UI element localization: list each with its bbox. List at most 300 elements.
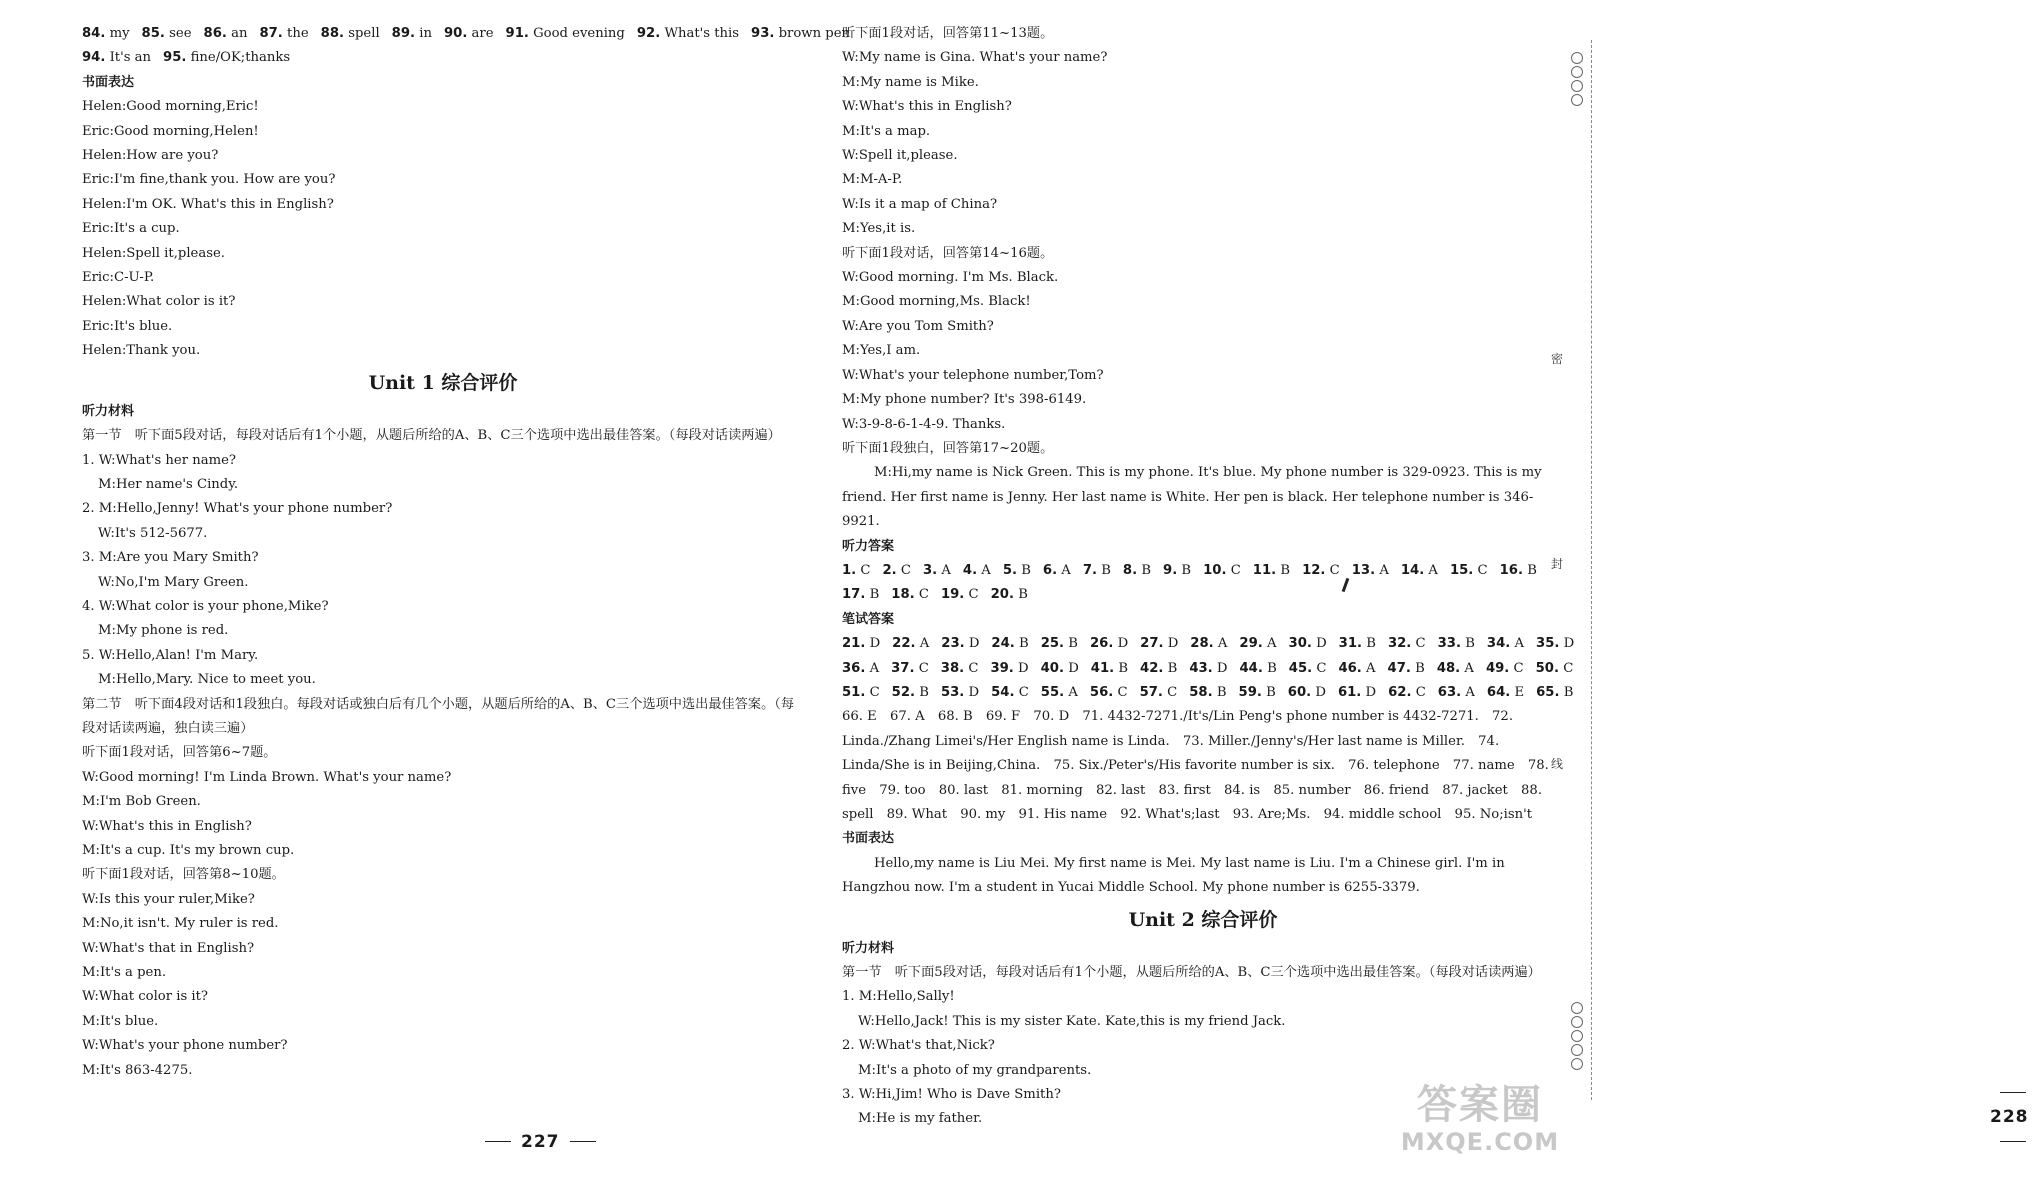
answer-value: D	[1563, 636, 1575, 652]
answer-value: C	[968, 587, 979, 603]
dialogue-line: M:It's a photo of my grandparents.	[858, 1062, 1092, 1078]
text-line: W:Good morning. I'm Ms. Black.	[842, 270, 1059, 286]
dialogue-line: M:My phone is red.	[98, 623, 229, 639]
binding-char: 密	[1550, 352, 1563, 366]
binding-hole-icon	[1571, 80, 1583, 92]
answer-value: B	[1141, 562, 1152, 578]
answer-item	[1041, 657, 1079, 681]
answer-value: A	[1217, 636, 1228, 652]
answer-number: 93.	[751, 26, 775, 41]
text-line: M:It's a pen.	[82, 965, 167, 981]
answer-value: B	[1068, 636, 1078, 652]
answer-value: D	[968, 636, 980, 652]
answer-number: 19.	[940, 587, 965, 603]
answer-number: 10.	[1203, 562, 1227, 578]
text-line: M:Yes,it is.	[842, 221, 916, 237]
answer-number: 45.	[1288, 660, 1313, 676]
dialogue-line: M:Hello,Mary. Nice to meet you.	[98, 672, 316, 688]
answer-number: 24.	[991, 636, 1015, 652]
watermark-title: 答案圈	[1417, 1082, 1543, 1128]
text-line: W:My name is Gina. What's your name?	[842, 50, 1108, 66]
text-line: W:3-9-8-6-1-4-9. Thanks.	[842, 416, 1006, 432]
answer-item	[1239, 632, 1276, 656]
answer-item	[991, 583, 1028, 607]
answer-item	[1302, 559, 1340, 583]
answer-number: 8.	[1122, 562, 1138, 578]
left-page-content	[82, 22, 851, 1083]
answer-item	[1140, 657, 1177, 681]
binding-char: 封	[1550, 557, 1563, 571]
answer-row	[842, 681, 1574, 705]
answer-number: 54.	[991, 684, 1015, 700]
answer-number: 12.	[1302, 562, 1326, 578]
answer-value: B	[1181, 562, 1192, 578]
answer-item	[1203, 559, 1241, 583]
answer-number: 9.	[1163, 562, 1178, 578]
answer-value: C	[1117, 684, 1128, 700]
text-line: Helen:How are you?	[82, 148, 219, 164]
answer-number: 86.	[203, 26, 227, 41]
answer-number: 51.	[842, 684, 866, 700]
answer-value: spell	[348, 26, 380, 41]
text-line: Eric:It's blue.	[82, 318, 173, 334]
answer-number: 53.	[940, 684, 965, 700]
answer-value: C	[1167, 684, 1178, 700]
answer-number: 38.	[940, 660, 965, 676]
answer-value: my	[109, 26, 130, 41]
section-heading: 听力材料	[842, 940, 895, 956]
answer-number: 11.	[1252, 562, 1277, 578]
answer-row	[842, 657, 1574, 681]
answer-value: C	[1415, 684, 1426, 700]
text-line: 3. M:Are you Mary Smith?	[82, 550, 259, 566]
text-line: Helen:Thank you.	[82, 343, 201, 359]
answer-value: D	[1117, 636, 1129, 652]
text-line: 听下面1段对话，回答第14~16题。	[842, 245, 1054, 261]
answer-number: 18.	[891, 587, 915, 603]
answer-item	[1043, 559, 1071, 583]
answer-number: 32.	[1387, 636, 1412, 652]
answer-item	[1401, 559, 1438, 583]
answer-value: B	[1019, 636, 1029, 652]
answer-number: 36.	[842, 660, 866, 676]
text-line: M:My name is Mike.	[842, 74, 979, 90]
answer-value: A	[869, 660, 880, 676]
answer-number: 56.	[1089, 684, 1114, 700]
answer-value: A	[1266, 636, 1277, 652]
answer-item	[1438, 681, 1475, 705]
answer-number: 28.	[1190, 636, 1214, 652]
answer-number: 84.	[82, 26, 106, 41]
text-line: W:Is it a map of China?	[842, 196, 998, 212]
instruction-text: 66. E 67. A 68. B 69. F 70. D 71. 4432-7271./It's/Lin Peng's phone number is 4432-7271. 72. Linda./Zhang Limei's/Her English name is Linda. 73. Miller./Jenny's/Her last name is Miller. 74. Linda/She is in Beijing,China. 75. Six./Peter's/His favorite number is six. 76. telephone 77. name 78. five 79. too 80. last 81. morning 82. last 83. first 84. is 85. number 86. friend 87. jacket 88. spell 89. What 90. my 91. His name 92. What's;last 93. Are;Ms. 94. middle school 95. No;isn't	[842, 709, 1549, 822]
answer-value: B	[919, 684, 929, 700]
answer-number: 88.	[320, 26, 345, 41]
instruction-text: 第二节 听下面4段对话和1段独白。每段对话或独白后有几个小题，从题后所给的A、B、C三个选项中选出最佳答案。（每段对话读两遍，独白读三遍）	[82, 696, 795, 736]
answer-row	[842, 583, 1564, 607]
answer-value: D	[1216, 660, 1228, 676]
answer-value: A	[1379, 562, 1389, 578]
answer-number: 47.	[1387, 660, 1411, 676]
binding-hole-icon	[1571, 1044, 1583, 1056]
binding-hole-icon	[1571, 52, 1583, 64]
answer-number: 87.	[259, 26, 283, 41]
answer-number: 15.	[1449, 562, 1474, 578]
answer-item	[941, 632, 979, 656]
answer-number: 29.	[1239, 636, 1263, 652]
answer-value: C	[1477, 562, 1488, 578]
answer-value: C	[968, 660, 979, 676]
text-line: M:M-A-P.	[842, 172, 903, 188]
text-line: W:What's this in English?	[82, 818, 252, 834]
answer-item	[842, 632, 880, 656]
answer-item	[321, 22, 380, 46]
answer-value: B	[1021, 562, 1031, 578]
answer-value: D	[869, 636, 881, 652]
text-line: W:What's your phone number?	[82, 1038, 288, 1054]
answer-number: 3.	[922, 562, 938, 578]
page-number-text: 227	[521, 1131, 560, 1152]
answer-value: B	[1415, 660, 1425, 676]
answer-number: 61.	[1337, 684, 1362, 700]
answer-number: 85.	[141, 26, 165, 41]
answer-number: 30.	[1288, 636, 1312, 652]
answer-item	[444, 22, 494, 46]
binding-char: 线	[1550, 757, 1563, 771]
answer-number: 39.	[990, 660, 1014, 676]
answer-value: D	[1018, 660, 1029, 676]
answer-value: B	[1267, 660, 1277, 676]
answer-number: 60.	[1287, 684, 1312, 700]
answer-item	[1289, 632, 1327, 656]
answer-value: B	[1563, 684, 1574, 700]
text-line: W:What's your telephone number,Tom?	[842, 367, 1104, 383]
answer-number: 43.	[1189, 660, 1213, 676]
text-line: Eric:Good morning,Helen!	[82, 123, 259, 139]
answer-item	[1388, 681, 1426, 705]
answer-value: see	[169, 26, 192, 41]
section-heading: 听力答案	[842, 538, 895, 554]
answer-value: C	[1415, 636, 1426, 652]
answer-value: C	[1329, 562, 1340, 578]
text-line: M:It's 863-4275.	[82, 1062, 193, 1078]
answer-item	[1486, 657, 1524, 681]
answer-value: B	[1527, 562, 1537, 578]
text-line: M:Yes,I am.	[842, 343, 921, 359]
answer-item	[1239, 657, 1276, 681]
answer-item	[1163, 559, 1191, 583]
answer-value: B	[1280, 562, 1291, 578]
answer-item	[751, 22, 850, 46]
answer-number: 6.	[1042, 562, 1058, 578]
answer-item	[1289, 657, 1327, 681]
answer-item	[637, 22, 739, 46]
text-line: Helen:Good morning,Eric!	[82, 99, 259, 115]
dialogue-line: M:Her name's Cindy.	[98, 476, 239, 492]
answer-number: 13.	[1351, 562, 1376, 578]
dialogue-line: W:Hello,Jack! This is my sister Kate. Kate,this is my friend Jack.	[858, 1013, 1286, 1029]
text-line: 2. M:Hello,Jenny! What's your phone number?	[82, 501, 393, 517]
text-line: 听下面1段独白，回答第17~20题。	[842, 440, 1054, 456]
instruction-text: 第一节 听下面5段对话，每段对话后有1个小题，从题后所给的A、B、C三个选项中选出最佳答案。（每段对话读两遍）	[842, 965, 1541, 981]
unit-title: Unit 1 综合评价	[368, 371, 518, 394]
answer-item	[82, 46, 151, 70]
text-line: W:Good morning! I'm Linda Brown. What's your name?	[82, 769, 452, 785]
answer-number: 35.	[1536, 636, 1560, 652]
answer-value: A	[941, 562, 951, 578]
answer-value: D	[1365, 684, 1377, 700]
text-line: 听下面1段对话，回答第6~7题。	[82, 745, 277, 761]
answer-item	[1487, 681, 1524, 705]
answer-number: 65.	[1536, 684, 1560, 700]
answer-item	[1190, 632, 1227, 656]
text-line: W:What's this in English?	[842, 99, 1012, 115]
answer-item	[1352, 559, 1389, 583]
answer-item	[1140, 681, 1178, 705]
answer-number: 94.	[82, 50, 106, 66]
answer-value: C	[869, 684, 880, 700]
answer-item	[142, 22, 192, 46]
section-heading: 书面表达	[842, 831, 895, 847]
text-line: W:What's that in English?	[82, 940, 255, 956]
answer-value: B	[1465, 636, 1475, 652]
answer-item	[991, 681, 1029, 705]
binding-hole-icon	[1571, 1016, 1583, 1028]
answer-number: 63.	[1437, 684, 1462, 700]
answer-number: 42.	[1140, 660, 1164, 676]
answer-item	[1450, 559, 1488, 583]
answer-value: B	[1167, 660, 1178, 676]
text-line: M:No,it isn't. My ruler is red.	[82, 916, 279, 932]
answer-number: 7.	[1082, 562, 1098, 578]
answer-number: 57.	[1139, 684, 1163, 700]
answer-value: D	[968, 684, 980, 700]
binding-margin	[1550, 40, 1592, 1100]
answer-row	[842, 559, 1564, 583]
answer-value: Good evening	[533, 26, 625, 41]
answer-number: 89.	[391, 26, 416, 41]
answer-item	[941, 583, 979, 607]
text-line: W:Are you Tom Smith?	[842, 318, 994, 334]
answer-item	[82, 22, 130, 46]
text-line: M:Good morning,Ms. Black!	[842, 294, 1031, 310]
answer-value: brown pen	[778, 26, 851, 41]
answer-number: 21.	[842, 636, 866, 652]
answer-number: 41.	[1090, 660, 1115, 676]
answer-number: 44.	[1239, 660, 1263, 676]
answer-value: D	[1068, 660, 1079, 676]
answer-item	[963, 559, 991, 583]
text-line: M:My phone number? It's 398-6149.	[842, 392, 1087, 408]
answer-number: 17.	[842, 587, 866, 603]
answer-value: E	[1514, 684, 1525, 700]
text-line: M:It's a map.	[842, 123, 931, 139]
answer-item	[990, 657, 1028, 681]
answer-item	[842, 681, 880, 705]
answer-number: 50.	[1535, 660, 1559, 676]
answer-value: B	[1101, 562, 1111, 578]
answer-value: A	[1514, 636, 1525, 652]
answer-value: What's this	[664, 26, 740, 41]
answer-value: It's an	[109, 50, 152, 66]
site-watermark	[1380, 1082, 1580, 1156]
answer-item	[882, 559, 910, 583]
text-line: 1. W:What's her name?	[82, 452, 236, 468]
instruction-text: 第一节 听下面5段对话，每段对话后有1个小题，从题后所给的A、B、C三个选项中选出最佳答案。（每段对话读两遍）	[82, 428, 781, 444]
answer-item	[1123, 559, 1151, 583]
answer-value: C	[918, 587, 929, 603]
answer-number: 34.	[1486, 636, 1511, 652]
answer-value: B	[1266, 684, 1276, 700]
answer-value: C	[1563, 660, 1574, 676]
text-line: M:It's a cup. It's my brown cup.	[82, 843, 295, 858]
answer-value: C	[1316, 660, 1327, 676]
answer-item	[891, 583, 929, 607]
answer-item	[1090, 681, 1128, 705]
answer-value: A	[1061, 562, 1071, 578]
answer-item	[1338, 681, 1376, 705]
answer-number: 25.	[1040, 636, 1065, 652]
right-page	[842, 22, 2029, 1178]
answer-value: the	[287, 26, 309, 41]
answer-value: in	[419, 26, 432, 41]
answer-item	[1090, 632, 1128, 656]
text-line: M:It's blue.	[82, 1013, 159, 1029]
answer-item	[941, 657, 979, 681]
binding-hole-icon	[1571, 94, 1583, 106]
answer-number: 91.	[505, 26, 529, 41]
left-page	[82, 22, 851, 1178]
answer-item	[392, 22, 432, 46]
text-line: Eric:It's a cup.	[82, 221, 180, 237]
answer-item	[892, 681, 929, 705]
answer-value: A	[919, 636, 930, 652]
answer-value: C	[1230, 562, 1241, 578]
answer-item	[991, 632, 1028, 656]
answer-number: 95.	[163, 50, 187, 66]
text-line: M:I'm Bob Green.	[82, 794, 201, 810]
answer-item	[842, 559, 870, 583]
right-page-content	[842, 22, 1575, 1132]
answer-number: 90.	[443, 26, 468, 41]
answer-number: 40.	[1040, 660, 1064, 676]
answer-item	[892, 632, 929, 656]
text-line: W:Spell it,please.	[842, 148, 958, 164]
answer-item	[1253, 559, 1290, 583]
answer-value: an	[231, 26, 248, 41]
answer-value: C	[1513, 660, 1524, 676]
answer-item	[1140, 632, 1178, 656]
answer-item	[1041, 632, 1078, 656]
answer-number: 20.	[990, 587, 1014, 603]
text-line: W:Is this your ruler,Mike?	[82, 891, 255, 907]
text-line: 4. W:What color is your phone,Mike?	[82, 598, 329, 614]
answer-number: 92.	[636, 26, 661, 41]
paragraph: Hello,my name is Liu Mei. My first name is Mei. My last name is Liu. I'm a Chinese girl. I'm in Hangzhou now. I'm a student in Yucai Middle School. My phone number is 6255-3379.	[842, 855, 1505, 896]
answer-value: C	[1018, 684, 1029, 700]
binding-hole-icon	[1571, 1030, 1583, 1042]
answer-number: 37.	[891, 660, 915, 676]
answer-value: fine/OK;thanks	[190, 50, 291, 66]
answer-value: B	[1216, 684, 1227, 700]
answer-item	[1091, 657, 1128, 681]
text-line: Helen:Spell it,please.	[82, 245, 225, 261]
page-number-right	[1990, 1081, 2036, 1154]
answer-number: 23.	[941, 636, 965, 652]
answer-value: A	[1366, 660, 1376, 676]
answer-row	[842, 632, 1575, 656]
binding-hole-icon	[1571, 66, 1583, 78]
text-line: W:What color is it?	[82, 989, 208, 1005]
text-line: Eric:C-U-P.	[82, 270, 155, 286]
text-line: Helen:What color is it?	[82, 294, 236, 310]
watermark-url: MXQE.COM	[1400, 1128, 1560, 1156]
binding-hole-icon	[1571, 1002, 1583, 1014]
answer-number: 1.	[842, 562, 857, 578]
answer-number: 27.	[1140, 636, 1164, 652]
answer-number: 31.	[1338, 636, 1363, 652]
answer-number: 64.	[1486, 684, 1511, 700]
answer-value: B	[1118, 660, 1129, 676]
text-line: Eric:I'm fine,thank you. How are you?	[82, 172, 336, 188]
answer-number: 16.	[1499, 562, 1523, 578]
answer-item	[506, 22, 625, 46]
answer-item	[1288, 681, 1326, 705]
answer-row	[82, 46, 804, 70]
answer-value: D	[1315, 684, 1326, 700]
answer-value: C	[900, 562, 911, 578]
section-heading: 笔试答案	[842, 611, 895, 627]
answer-item	[842, 657, 879, 681]
answer-number: 14.	[1400, 562, 1425, 578]
answer-item	[1388, 657, 1425, 681]
answer-value: A	[981, 562, 991, 578]
answer-value: B	[1018, 587, 1028, 603]
text-line: 2. W:What's that,Nick?	[842, 1038, 995, 1054]
text-line: Helen:I'm OK. What's this in English?	[82, 196, 334, 212]
answer-item	[941, 681, 979, 705]
answer-value: A	[1464, 660, 1474, 676]
dialogue-line: M:He is my father.	[858, 1111, 983, 1127]
dialogue-line: W:No,I'm Mary Green.	[98, 574, 249, 590]
answer-number: 26.	[1089, 636, 1114, 652]
answer-number: 4.	[962, 562, 978, 578]
answer-value: B	[869, 587, 880, 603]
answer-item	[1388, 632, 1426, 656]
text-line: 1. M:Hello,Sally!	[842, 989, 955, 1005]
page-number-left	[475, 1130, 606, 1154]
answer-item	[891, 657, 929, 681]
answer-number: 58.	[1189, 684, 1213, 700]
section-heading: 听力材料	[82, 403, 135, 419]
answer-item	[1189, 681, 1226, 705]
answer-number: 62.	[1388, 684, 1412, 700]
section-heading: 书面表达	[82, 74, 135, 90]
answer-item	[1041, 681, 1078, 705]
answer-number: 33.	[1437, 636, 1461, 652]
answer-value: D	[1167, 636, 1179, 652]
answer-item	[204, 22, 248, 46]
answer-value: D	[1316, 636, 1327, 652]
unit-title: Unit 2 综合评价	[1128, 908, 1278, 931]
paragraph: M:Hi,my name is Nick Green. This is my phone. It's blue. My phone number is 329-0923. This is my friend. Her first name is Jenny. Her last name is White. Her pen is black. Her telephone number is 346-9921.	[842, 465, 1542, 530]
answer-item	[1239, 681, 1276, 705]
answer-item	[1437, 657, 1474, 681]
answer-value: are	[471, 26, 494, 41]
text-line: 3. W:Hi,Jim! Who is Dave Smith?	[842, 1087, 1061, 1103]
answer-item	[1189, 657, 1227, 681]
answer-item	[259, 22, 308, 46]
